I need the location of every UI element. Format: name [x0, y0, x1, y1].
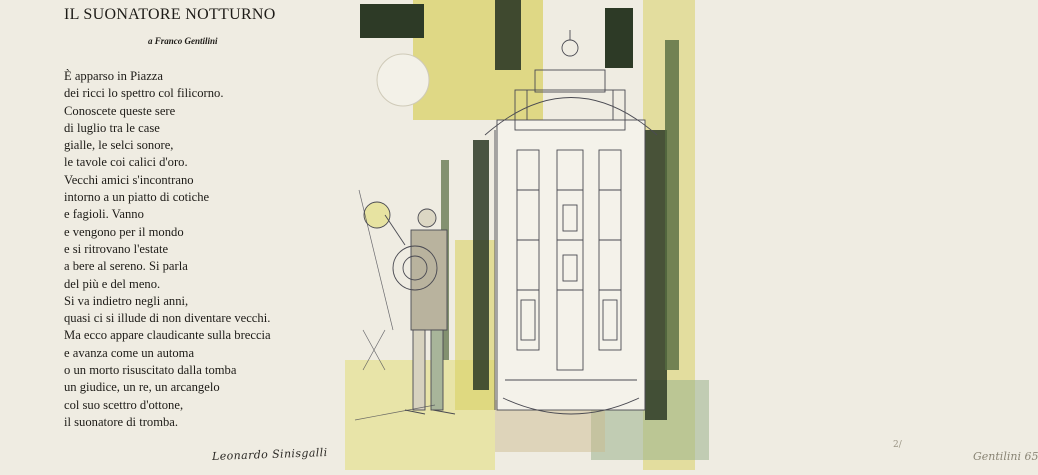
poem-line: Conoscete queste sere: [64, 103, 176, 118]
poem-line: quasi ci si illude di non diventare vecchi.: [64, 311, 271, 326]
poem-line: o un morto risuscitato dalla tomba: [64, 363, 237, 378]
poem-line: del più e del meno.: [64, 276, 161, 291]
poem-column: [0, 0, 345, 475]
poem-line: le tavole coi calici d'oro.: [64, 155, 188, 170]
poem-line: col suo scettro d'ottone,: [64, 397, 184, 412]
poem-line: dei ricci lo spettro col filicorno.: [64, 86, 224, 101]
poet-signature: Leonardo Sinisgalli: [211, 445, 328, 464]
artist-signature: Gentilini 65: [973, 450, 1038, 463]
dark-strip-right-2: [665, 40, 679, 370]
artwork-svg: [345, 0, 709, 475]
dark-strip-top-left: [360, 4, 424, 38]
poem-line: il suonatore di tromba.: [64, 414, 179, 429]
dark-strip-top-mid: [495, 0, 521, 70]
poem-line: Ma ecco appare claudicante sulla breccia: [64, 328, 271, 343]
poem-title: IL SUONATORE NOTTURNO: [64, 6, 276, 23]
poem-line: a bere al sereno. Si parla: [64, 259, 188, 274]
poem-dedication: a Franco Gentilini: [148, 36, 218, 46]
poem-line: Si va indietro negli anni,: [64, 293, 189, 308]
poem-line: intorno a un piatto di cotiche: [64, 190, 210, 205]
dark-strip-top-right: [605, 8, 633, 68]
poem-body: [64, 68, 271, 431]
poem-line: e avanza come un automa: [64, 345, 195, 360]
poem-line: e fagioli. Vanno: [64, 207, 144, 222]
poem-line: e vengono per il mondo: [64, 224, 184, 239]
poem-line: e si ritrovano l'estate: [64, 241, 169, 256]
print-edition-mark: 2/: [893, 440, 902, 450]
moon-circle: [377, 54, 429, 106]
artwork-illustration: [345, 0, 1038, 475]
poem-line: gialle, le selci sonore,: [64, 138, 174, 153]
yellow-band-top: [413, 0, 543, 120]
poem-line: un giudice, un re, un arcangelo: [64, 380, 220, 395]
poem-line: Vecchi amici s'incontrano: [64, 172, 194, 187]
poem-line: di luglio tra le case: [64, 120, 160, 135]
poem-line: È apparso in Piazza: [64, 69, 163, 83]
dark-strip-left-1: [473, 140, 489, 390]
dark-strip-right-1: [645, 130, 667, 420]
